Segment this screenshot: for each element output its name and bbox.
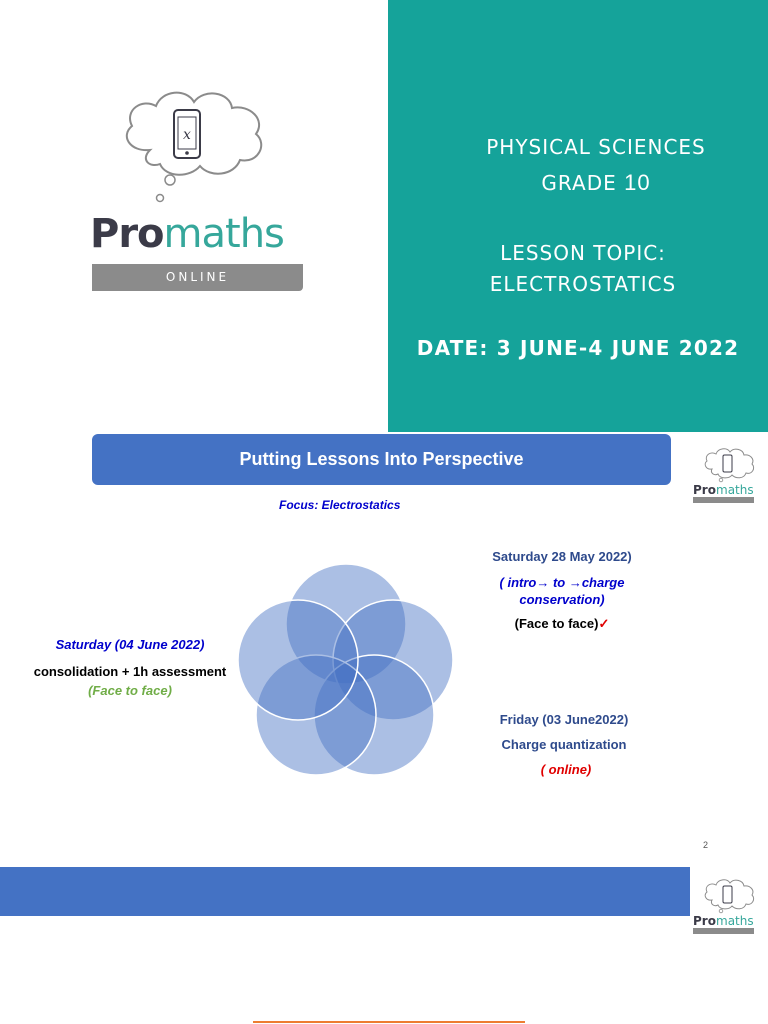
perspective-slide — [0, 432, 768, 864]
thought-cloud-phone-icon — [692, 447, 756, 507]
next-slide-header-bar — [0, 867, 690, 916]
svg-text:maths: maths — [716, 914, 754, 928]
cycle-circle-left — [238, 600, 358, 720]
top-right-desc-2: conservation) — [519, 592, 605, 607]
next-slide — [0, 864, 768, 1024]
svg-text:Pro: Pro — [693, 914, 716, 928]
perspective-header-text: Putting Lessons Into Perspective — [239, 449, 524, 469]
orange-divider — [253, 1021, 525, 1023]
top-right-mode: (Face to face) — [514, 616, 599, 631]
small-logo — [692, 447, 756, 507]
left-description: consolidation + 1h assessment — [33, 664, 227, 679]
left-mode: (Face to face) — [88, 683, 172, 698]
top-right-desc-1: ( intro→ to →charge — [499, 575, 625, 590]
bottom-right-mode: ( online) — [540, 762, 592, 777]
svg-text:maths: maths — [716, 483, 754, 497]
promaths-logo — [90, 88, 305, 294]
grade-line — [388, 172, 768, 194]
perspective-header — [92, 434, 671, 485]
subject-title: PHYSICAL SCIENCES — [486, 135, 706, 159]
title-panel — [388, 0, 768, 432]
logo-wordmark — [90, 212, 305, 256]
bottom-right-date: Friday (03 June2022) — [499, 712, 629, 727]
topic-title: ELECTROSTATICS — [489, 272, 677, 296]
logo-online-bar — [92, 264, 303, 291]
thought-cloud-phone-icon — [692, 878, 756, 938]
logo-online-text: ONLINE — [165, 270, 230, 284]
cycle-diagram — [230, 560, 460, 782]
thought-cloud-phone-icon — [90, 88, 305, 218]
page-number: 2 — [703, 840, 709, 850]
top-right-mode-line — [462, 615, 662, 633]
bottom-right-desc: Charge quantization — [501, 737, 627, 752]
grade-number: 10 — [624, 170, 651, 195]
lesson-date: DATE: 3 JUNE-4 JUNE 2022 — [416, 336, 740, 360]
title-slide — [0, 0, 768, 432]
phone-glyph: x — [183, 127, 191, 143]
svg-text:Pro: Pro — [693, 483, 716, 497]
check-icon: ✓ — [598, 616, 610, 631]
focus-label: Focus: Electrostatics — [279, 498, 401, 512]
logo-word-maths: maths — [163, 211, 284, 257]
grade-label: GRADE — [541, 171, 625, 195]
topic-label: LESSON TOPIC: — [500, 241, 666, 265]
top-right-date: Saturday 28 May 2022) — [492, 549, 632, 564]
left-date: Saturday (04 June 2022) — [55, 637, 205, 652]
small-logo-2 — [692, 878, 756, 938]
logo-word-pro: Pro — [90, 211, 164, 257]
